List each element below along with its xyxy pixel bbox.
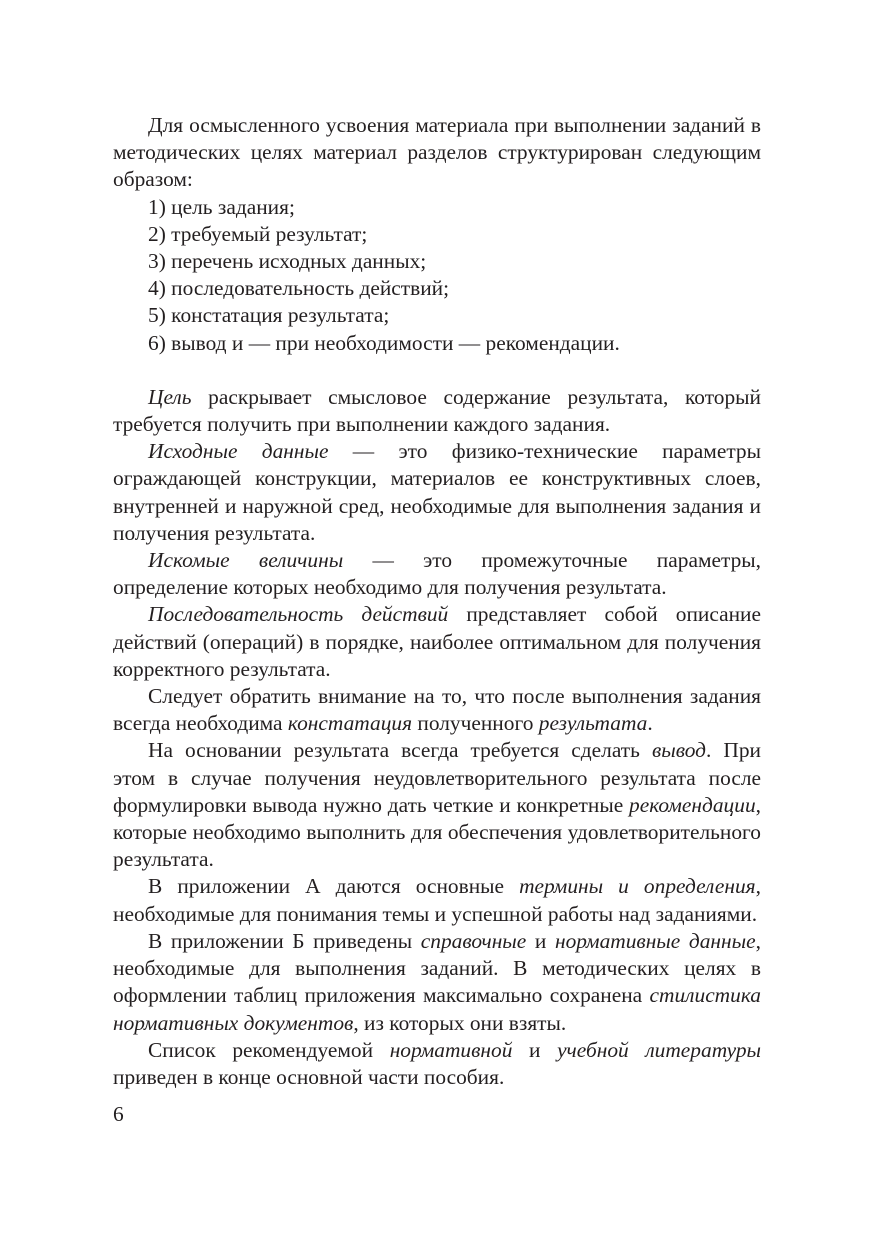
appendix-a-paragraph xyxy=(113,873,761,927)
conclusion-text-1: На основании результата всегда требуется сделать xyxy=(148,738,652,763)
literature-paragraph xyxy=(113,1037,761,1091)
appendix-a-text-1: В приложении А даются основные xyxy=(148,874,520,899)
term-definitions: термины и определения xyxy=(519,874,756,899)
statement-text-2: полученного xyxy=(412,711,539,736)
page-body xyxy=(113,112,761,1091)
sequence-paragraph xyxy=(113,601,761,683)
term-normative-data: нормативные данные xyxy=(554,928,756,953)
appendix-a-text-2: , необходимые для понимания темы и успешной работы над заданиями. xyxy=(113,874,761,926)
sought-values-paragraph xyxy=(113,547,761,601)
literature-text-1: Список рекомендуемой xyxy=(148,1037,390,1062)
goal-text: раскрывает смысловое содержание результата, который требуется получить при выполнении каждого задания. xyxy=(113,384,761,437)
term-normative: нормативной xyxy=(389,1037,513,1062)
sequence-text: представляет собой описание действий (операций) в порядке, наиболее оптимальном для получения корректного результата. xyxy=(113,602,761,681)
statement-paragraph xyxy=(113,683,761,737)
intro-paragraph: Для осмысленного усвоения материала при выполнении заданий в методических целях материал разделов структурирован следующим образом: xyxy=(113,113,761,192)
appendix-b-paragraph xyxy=(113,928,761,1037)
statement-text-3: . xyxy=(647,711,653,736)
term-educational-literature: учебной литературы xyxy=(557,1037,761,1062)
appendix-b-text-1: В приложении Б приведены xyxy=(148,928,421,953)
term-goal: Цель xyxy=(148,384,192,409)
term-conclusion: вывод xyxy=(651,738,706,763)
goal-paragraph xyxy=(113,384,761,438)
term-recommendations: рекомендации xyxy=(629,792,756,817)
conclusion-text-3: , которые необходимо выполнить для обеспечения удовлетворительного результата. xyxy=(113,792,761,872)
list-item: 1) цель задания; xyxy=(148,194,295,219)
list-item: 6) вывод и — при необходимости — рекомендации. xyxy=(148,330,620,355)
term-result: результата xyxy=(538,711,648,736)
literature-text-3: приведен в конце основной части пособия. xyxy=(113,1064,505,1089)
literature-text-2: и xyxy=(512,1037,558,1062)
statement-text-1: Следует обратить внимание на то, что после выполнения задания всегда необходима xyxy=(113,684,761,736)
conclusion-text-2: . При этом в случае получения неудовлетворительного результата после формулировки вывода нужно дать четкие и конкретные xyxy=(113,738,761,817)
appendix-b-text-4: , из которых они взяты. xyxy=(353,1010,567,1035)
initial-data-paragraph xyxy=(113,438,761,547)
conclusion-paragraph xyxy=(113,737,761,873)
initial-data-text: — это физико-технические параметры ограждающей конструкции, материалов ее конструктивных слоев, внутренней и наружной сред, необходимые для выполнения задания и получения результата. xyxy=(113,439,761,545)
term-sequence: Последовательность действий xyxy=(148,602,449,627)
term-statement: констатация xyxy=(287,711,413,736)
list-item: 3) перечень исходных данных; xyxy=(148,249,427,274)
term-reference: справочные xyxy=(420,928,527,953)
list-item: 5) констатация результата; xyxy=(148,303,390,328)
term-initial-data: Исходные данные xyxy=(148,439,329,464)
structure-list xyxy=(113,194,761,357)
term-sought-values: Искомые величины xyxy=(148,548,344,573)
sought-values-text: — это промежуточные параметры, определение которых необходимо для получения результата. xyxy=(113,548,761,600)
appendix-b-text-2: и xyxy=(526,928,555,953)
list-item: 4) последовательность действий; xyxy=(148,276,450,301)
list-item: 2) требуемый результат; xyxy=(148,221,368,246)
page-number: 6 xyxy=(113,1102,124,1126)
section-spacer xyxy=(113,357,761,384)
appendix-b-text-3: , необходимые для выполнения заданий. В методических целях в оформлении таблиц приложения максимально сохранена xyxy=(113,928,761,1008)
term-stylistics: стилистика нормативных документов xyxy=(113,983,761,1035)
